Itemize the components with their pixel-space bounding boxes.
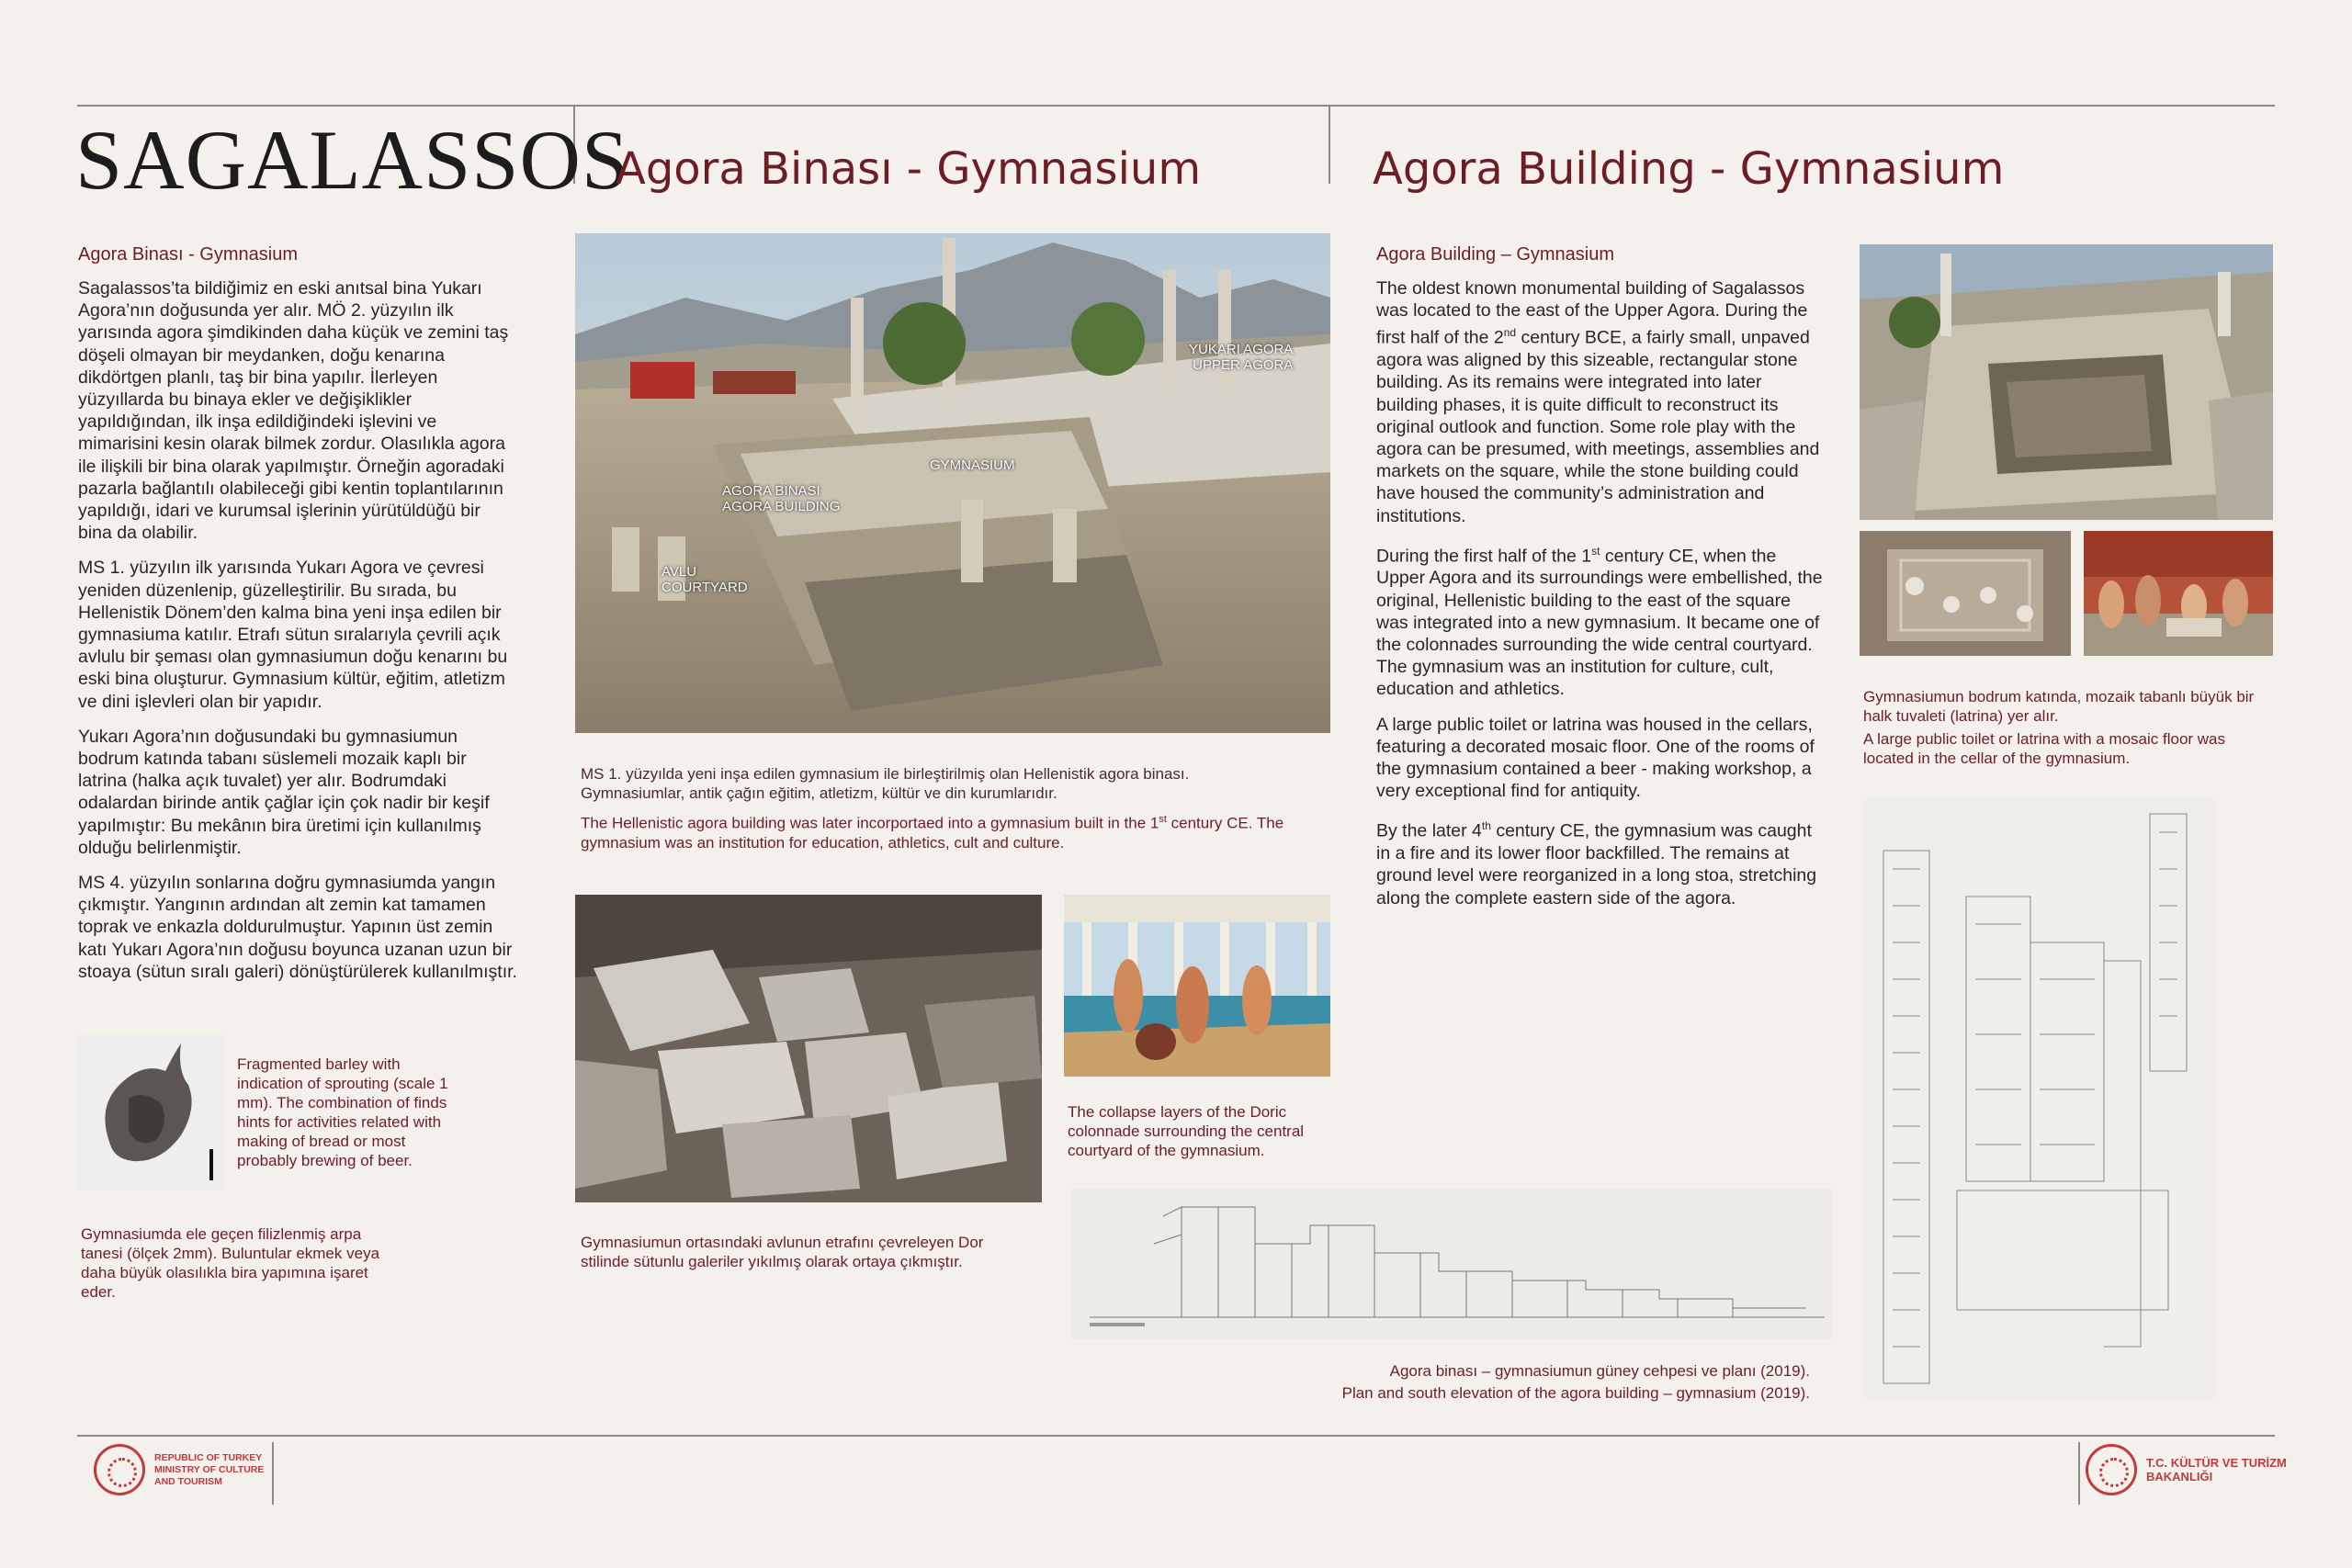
right-p2-b: century CE, when the Upper Agora and its surroundings were embellished, the original, Hellenistic building to the east of the square was integrated into a new gymnasium. It became one of the colonnades surrounding the wide central courtyard. The gymnasium was an institution for culture, cult, education and athletics. [1376, 546, 1823, 700]
right-paragraph-4 [1376, 815, 1826, 908]
right-paragraph-3: A large public toilet or latrina was housed in the cellars, featuring a decorated mosaic floor. One of the rooms of the gymnasium contained a beer - making workshop, a very exceptional find for antiquity. [1376, 714, 1815, 802]
barley-caption-en: Fragmented barley with indication of sprouting (scale 1 mm). The combination of finds hints for activities related with making of bread or most probably brewing of beer. [237, 1055, 448, 1169]
right-subtitle: Agora Building – Gymnasium [1376, 244, 1615, 265]
right-p4-b: century CE, the gymnasium was caught in a fire and its lower floor backfilled. The remains at ground level were reorganized in a long stoa, stretching along the complete eastern side of the agora. [1376, 820, 1817, 908]
collapse-caption-en: The collapse layers of the Doric colonnade surrounding the central courtyard of the gymnasium. [1068, 1103, 1305, 1159]
main-caption-en-pre: The Hellenistic agora building was later incorportaed into a gymnasium built in the 1 [581, 814, 1159, 832]
label-upper-agora: YUKARI AGORA UPPER AGORA [1189, 342, 1294, 373]
left-paragraph-4: MS 4. yüzyılın sonlarına doğru gymnasiumda yangın çıkmıştır. Yangının ardından alt zemin kat tamamen toprak ve enkazla doldurulmuştur. Yapının üst zemin katı Yukarı Agora’nın doğusu boyunca uzanan uzun bir stoaya (sütun sıralı galeri) dönüştürülerek kullanılmıştır. [78, 873, 517, 982]
label-agora-building: AGORA BİNASI AGORA BUILDING [722, 483, 841, 514]
title-divider-2 [1329, 105, 1330, 184]
barley-caption-tr: Gymnasiumda ele geçen filizlenmiş arpa tanesi (ölçek 2mm). Buluntular ekmek veya daha büyük olasılıkla bira yapımına işaret eder. [81, 1225, 380, 1301]
right-paragraph-1 [1376, 277, 1826, 527]
collapse-layers-photo [575, 895, 1042, 1202]
footer-divider-left [272, 1442, 274, 1505]
footer-logo-left [94, 1444, 264, 1495]
right-paragraph-2 [1376, 540, 1826, 701]
right-p4-sup: th [1481, 819, 1491, 833]
collapse-caption-tr: Gymnasiumun ortasındaki avlunun etrafını çevreleyen Dor stilinde sütunlu galeriler yıkılmış olarak ortaya çıkmıştır. [581, 1234, 984, 1270]
right-p2-sup: st [1591, 544, 1600, 558]
latrina-reconstruction-photo [2084, 531, 2273, 656]
left-paragraph-2: MS 1. yüzyılın ilk yarısında Yukarı Agora ve çevresi yeniden düzenlenip, güzelleştirilir. Bu sırada, bu Hellenistik Dönem’den kalma bina yeni inşa edilen bir gymnasiuma katılır. Etrafı sütun sıralarıyla çevrili açık avlulu bir şeması olan gymnasiumun doğu kenarını bu eski bina oluşturur. Gymnasium kültür, eğitim, atletizm ve dini işlevleri olan bir yapıdır. [78, 558, 508, 712]
latrina-caption-en: A large public toilet or latrina with a mosaic floor was located in the cellar of the gymnasium. [1863, 730, 2226, 767]
barley-photo [78, 1034, 223, 1190]
right-p1-b: century BCE, a fairly small, unpaved agora was aligned by this sizeable, rectangular stone building. As its remains were integrated into later building phases, it is quite difficult to reconstruct its original outlook and function. Some role play with the agora can be presumed, with meetings, assemblies and markets on the square, while the stone building could have housed the community’s administration and institutions. [1376, 327, 1820, 526]
south-elevation-drawing [1071, 1189, 1832, 1339]
main-photo-caption-en [581, 810, 1316, 852]
main-photo-caption-tr: MS 1. yüzyılda yeni inşa edilen gymnasium ile birleştirilmiş olan Hellenistik agora binası. Gymnasiumlar, antik çağın eğitim, atletizm, kültür ve din kurumlarıdır. [581, 765, 1190, 802]
left-body [78, 277, 519, 996]
left-paragraph-3: Yukarı Agora’nın doğusundaki bu gymnasiumun bodrum katında tabanı süslemeli mozaik kaplı bir latrina (halka açık tuvalet) yer alır. Bodrumdaki odalardan birinde antik çağlar için çok nadir bir keşif yapılmıştır: Bu mekânın bira üretimi için kullanılmış olduğu belirlenmiştir. [78, 726, 490, 858]
gymnasium-site-photo [575, 233, 1330, 733]
main-caption-en-post: century CE. The gymnasium was an institution for education, athletics, cult and culture. [581, 814, 1284, 852]
brand-title: SAGALASSOS [75, 113, 630, 207]
plan-drawing [1865, 795, 2214, 1402]
footer-divider-right [2078, 1442, 2080, 1505]
right-p4-a: By the later 4 [1376, 820, 1482, 841]
left-subtitle: Agora Binası - Gymnasium [78, 244, 298, 265]
ministry-emblem-icon [2086, 1444, 2137, 1495]
left-paragraph-1: Sagalassos’ta bildiğimiz en eski anıtsal bina Yukarı Agora’nın doğusunda yer alır. MÖ 2. yüzyılın ilk yarısında agora şimdikinden daha küçük ve zemini taş döşeli olmayan bir meydanken, doğu kenarına dikdörtgen planlı, taş bir bina yapılır. İlerleyen yüzyıllarda bu binaya ekler ve değişiklikler yapıldığından, ilk inşa edildiğindeki işlevini ve mimarisini kesin olarak bilmek zordur. Olasılıkla agora ile ilişkili bir bina olarak yapılmıştır. Örneğin agoradaki pazarla bağlantılı olabileceği gibi kentin toplantılarının yapıldığı, idari ve kurumsal işlerinin yürütüldüğü bir bina da olabilir. [78, 278, 509, 544]
heading-english: Agora Building - Gymnasium [1373, 143, 2005, 195]
plan-caption-en: Plan and south elevation of the agora building – gymnasium (2019). [1341, 1384, 1810, 1402]
mosaic-floor-photo [1860, 531, 2071, 656]
heading-turkish: Agora Binası - Gymnasium [616, 143, 1202, 195]
right-body [1376, 277, 1826, 922]
main-caption-en-sup: st [1159, 814, 1167, 825]
right-p1-a: The oldest known monumental building of Sagalassos was located to the east of the Upper Agora. During the first half of the 2 [1376, 278, 1808, 348]
label-courtyard: AVLU COURTYARD [662, 564, 748, 595]
footer-logo-right [2086, 1444, 2287, 1495]
right-p1-sup: nd [1503, 326, 1517, 340]
plan-caption-tr: Agora binası – gymnasiumun güney cehpesi ve planı (2019). [1389, 1362, 1810, 1380]
ministry-name-tr: T.C. KÜLTÜR VE TURİZM BAKANLIĞI [2146, 1456, 2287, 1483]
latrina-caption-tr: Gymnasiumun bodrum katında, mozaik tabanlı büyük bir halk tuvaleti (latrina) yer alır. [1863, 688, 2255, 725]
ministry-name-en: REPUBLIC OF TURKEY MINISTRY OF CULTURE AND TOURISM [154, 1451, 265, 1487]
label-gymnasium: GYMNASIUM [930, 457, 1015, 473]
bottom-rule [77, 1435, 2275, 1437]
latrina-excavation-photo [1860, 244, 2273, 520]
ministry-emblem-icon [94, 1444, 145, 1495]
gymnasium-fresco-photo [1064, 895, 1330, 1077]
top-rule [77, 105, 2275, 107]
right-p2-a: During the first half of the 1 [1376, 546, 1592, 567]
